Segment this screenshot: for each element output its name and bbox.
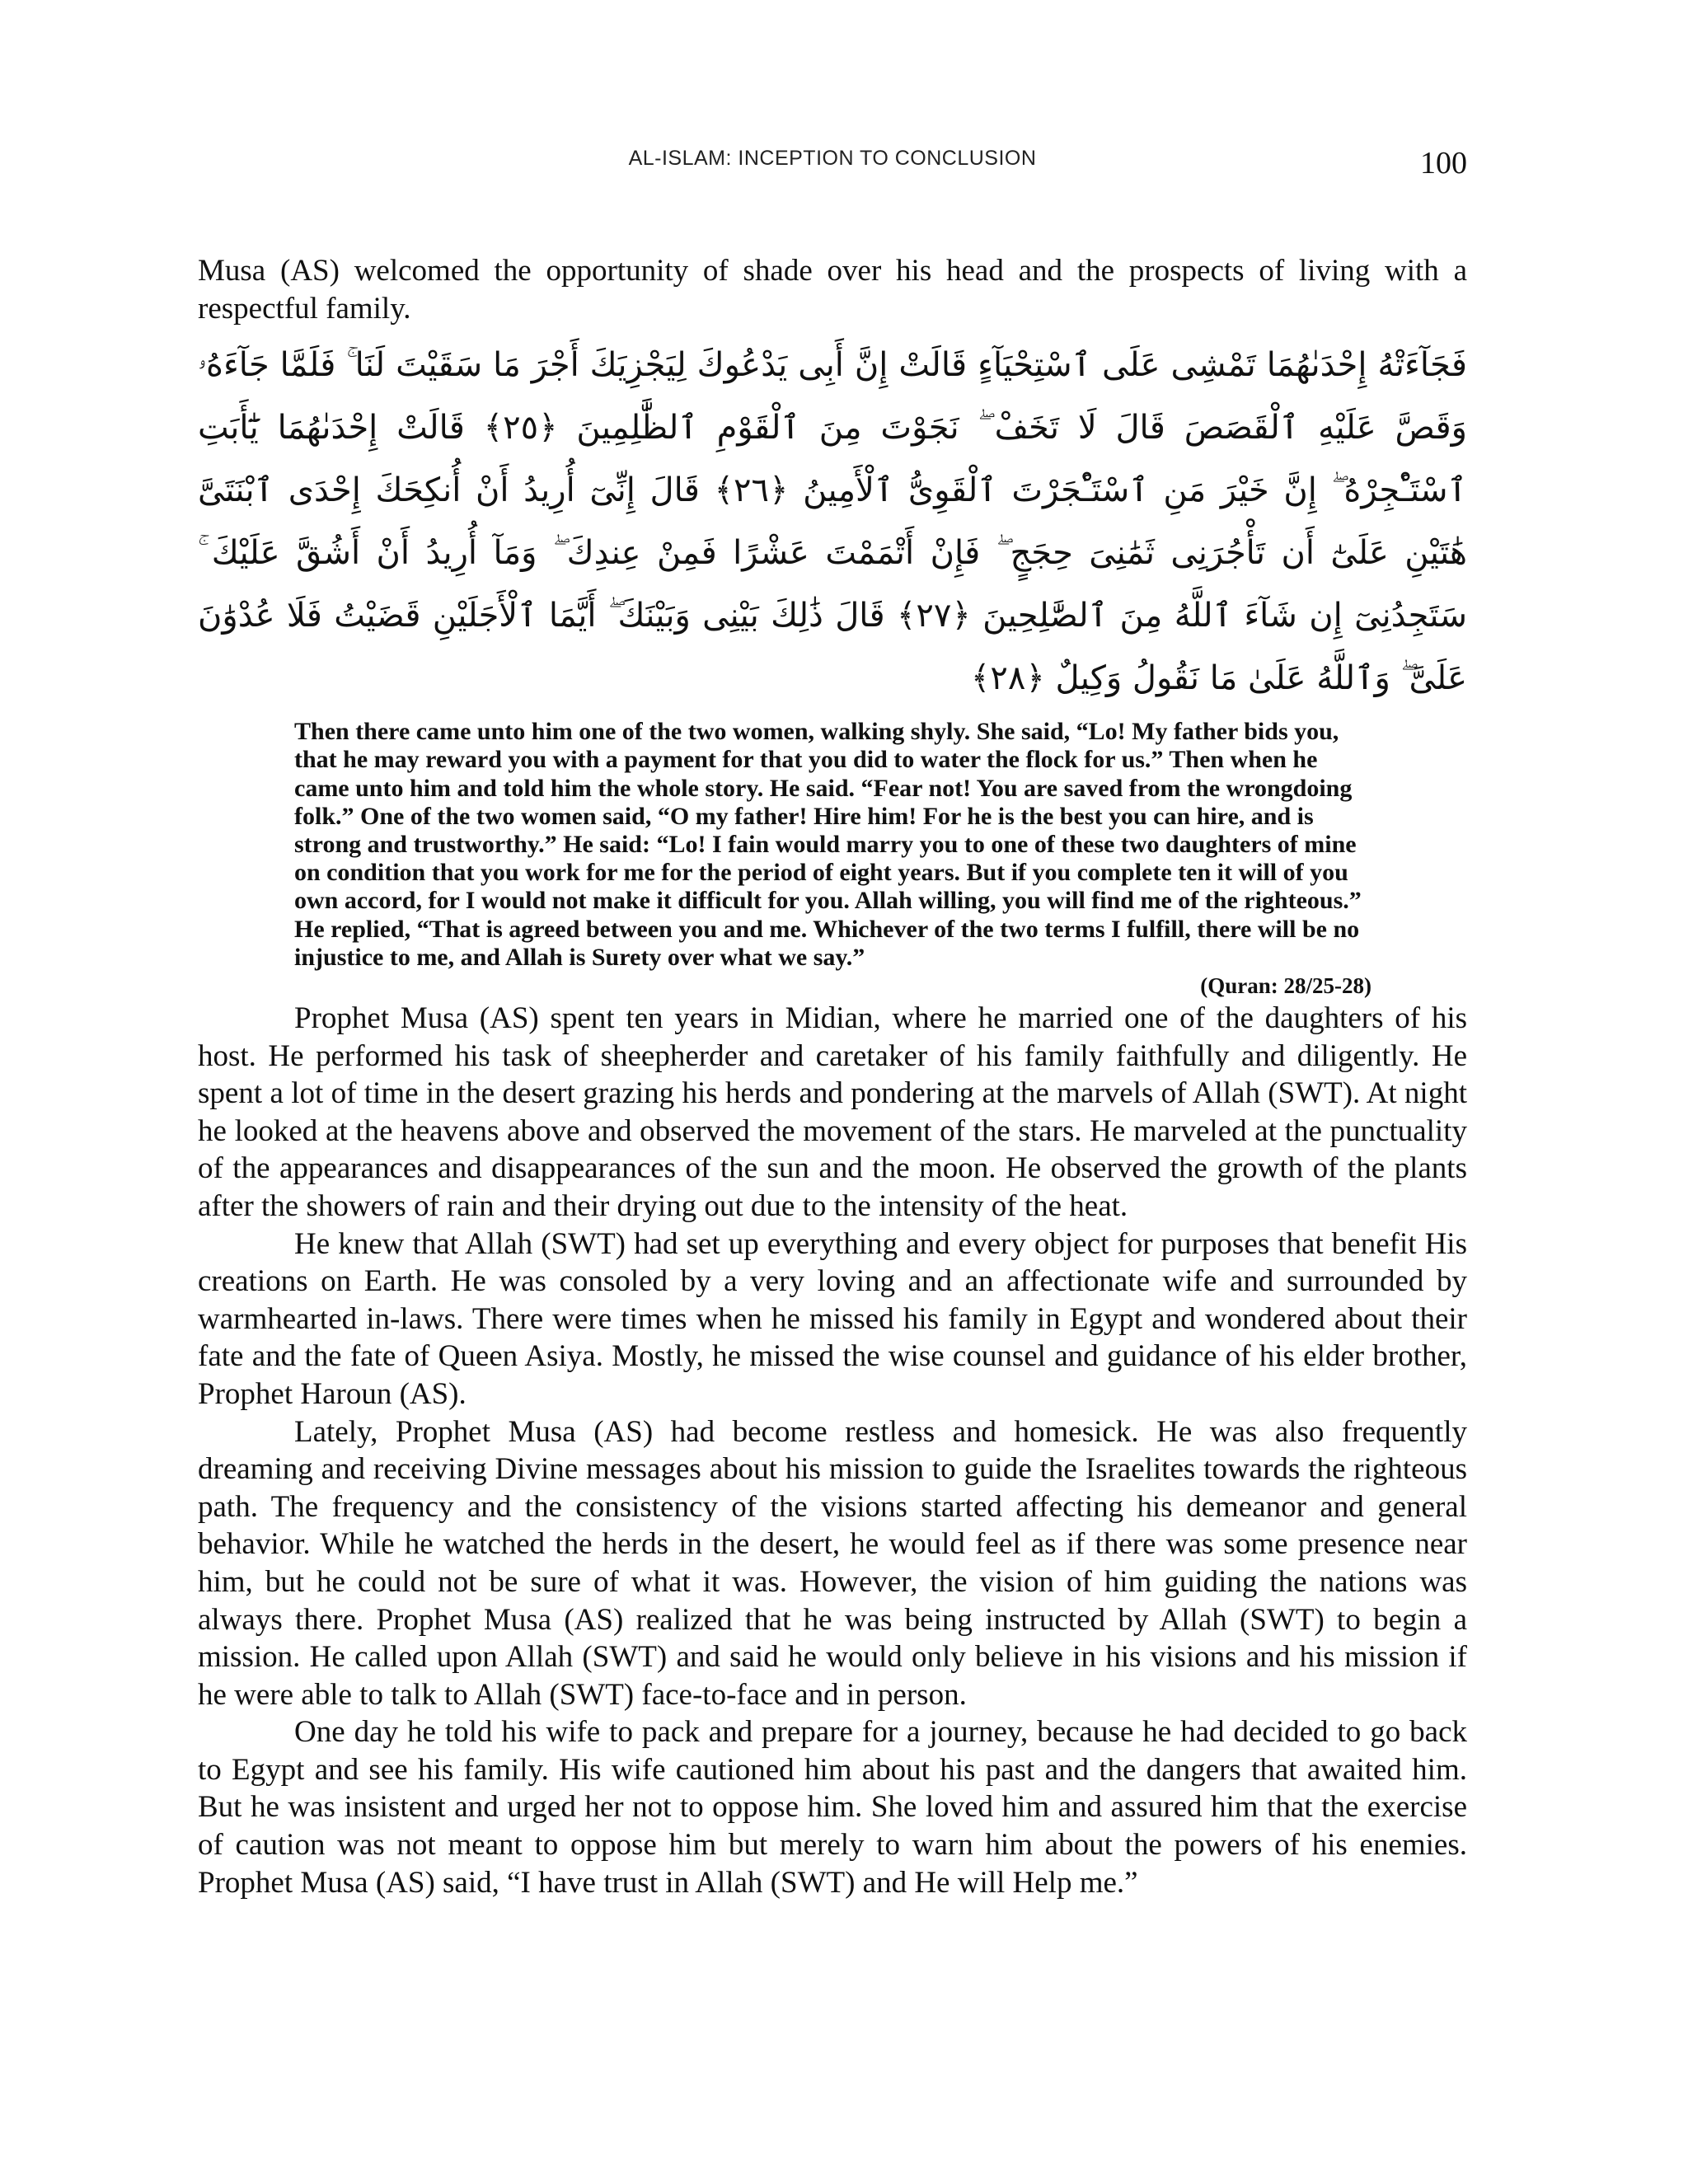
body-paragraph-1: Prophet Musa (AS) spent ten years in Midian, where he married one of the daughters of his host. He performed his task of sheepherder and caretaker of his family faithfully and diligently. He spent a lot of time in the desert grazing his herds and pondering at the marvels of Allah (SWT). At night he looked at the heavens above and observed the movement of the stars. He marveled at the punctuality of the appearances and disappearances of the sun and the moon. He observed the growth of the plants after the showers of rain and their drying out due to the intensity of the heat. [198,1001,1467,1223]
translation-text: Then there came unto him one of the two women, walking shyly. She said, “Lo! My father bids you, that he may reward you with a payment for that you did to water the flock for us.” Then when he came unto him and told him the whole story. He said. “Fear not! You are saved from the wrongdoing folk.” One of the two women said, “O my father! Hire him! For he is the best you can hire, and is strong and trustworthy.” He said: “Lo! I fain would marry you to one of these two daughters of mine on condition that you work for me for the period of eight years. But if you complete ten it will of you own accord, for I would not make it difficult for you. Allah willing, you will find me of the righteous.” He replied, “That is agreed between you and me. Whichever of the two terms I fulfill, there will be no injustice to me, and Allah is Surety over what we say.” [294,718,1362,971]
book-title: AL-ISLAM: INCEPTION TO CONCLUSION [628,147,1037,170]
body-paragraph-3: Lately, Prophet Musa (AS) had become restless and homesick. He was also frequently dreaming and receiving Divine messages about his mission to guide the Israelites towards the righteous path. The frequency and the consistency of the visions started affecting his demeanor and general behavior. While he watched the herds in the desert, he would feel as if there was some presence near him, but he could not be sure of what it was. However, the vision of him guiding the nations was always there. Prophet Musa (AS) realized that he was being instructed by Allah (SWT) to begin a mission. He called upon Allah (SWT) and said he would only believe in his visions and his mission if he were able to talk to Allah (SWT) face-to-face and in person. [198,1414,1467,1712]
body-paragraph-2: He knew that Allah (SWT) had set up everything and every object for purposes that benefit His creations on Earth. He was consoled by a very loving and an affectionate wife and surrounded by warmhearted in-laws. There were times when he missed his family in Egypt and wondered about their fate and the fate of Queen Asiya. Mostly, he missed the wise counsel and guidance of his elder brother, Prophet Haroun (AS). [198,1226,1467,1411]
intro-paragraph: Musa (AS) welcomed the opportunity of shade over his head and the prospects of living with a respectful family. [198,254,1467,326]
page-number: 100 [1420,146,1467,180]
quran-citation: (Quran: 28/25-28) [1200,973,1372,999]
arabic-verses: فَجَآءَتْهُ إِحْدَىٰهُمَا تَمْشِى عَلَى ٱسْتِحْيَآءٍ قَالَتْ إِنَّ أَبِى يَدْعُوكَ لِيَجْزِيَكَ أَجْرَ مَا سَقَيْتَ لَنَا ۚ فَلَمَّا جَآءَهُۥ وَقَصَّ عَلَيْهِ ٱلْقَصَصَ قَالَ لَا تَخَفْ ۖ نَجَوْتَ مِنَ ٱلْقَوْمِ ٱلظَّٰلِمِينَ ﴿٢٥﴾ قَالَتْ إِحْدَىٰهُمَا يَٰٓأَبَتِ ٱسْتَـْٔجِرْهُ ۖ إِنَّ خَيْرَ مَنِ ٱسْتَـْٔجَرْتَ ٱلْقَوِىُّ ٱلْأَمِينُ ﴿٢٦﴾ قَالَ إِنِّىٓ أُرِيدُ أَنْ أُنكِحَكَ إِحْدَى ٱبْنَتَىَّ هَٰتَيْنِ عَلَىٰٓ أَن تَأْجُرَنِى ثَمَٰنِىَ حِجَجٍ ۖ فَإِنْ أَتْمَمْتَ عَشْرًا فَمِنْ عِندِكَ ۖ وَمَآ أُرِيدُ أَنْ أَشُقَّ عَلَيْكَ ۚ سَتَجِدُنِىٓ إِن شَآءَ ٱللَّهُ مِنَ ٱلصَّٰلِحِينَ ﴿٢٧﴾ قَالَ ذَٰلِكَ بَيْنِى وَبَيْنَكَ ۖ أَيَّمَا ٱلْأَجَلَيْنِ قَضَيْتُ فَلَا عُدْوَٰنَ عَلَىَّ ۖ وَٱللَّهُ عَلَىٰ مَا نَقُولُ وَكِيلٌ ﴿٢٨﴾ [198,346,1467,698]
body-paragraph-4: One day he told his wife to pack and prepare for a journey, because he had decided to go back to Egypt and see his family. His wife cautioned him about his past and the dangers that awaited him. But he was insistent and urged her not to oppose him. She loved him and assured him that the exercise of caution was not meant to oppose him but merely to warn him about the powers of his enemies. Prophet Musa (AS) said, “I have trust in Allah (SWT) and He will Help me.” [198,1715,1467,1900]
running-header [198,147,1467,188]
page-content [198,252,1467,1901]
verse-translation [294,718,1372,1000]
